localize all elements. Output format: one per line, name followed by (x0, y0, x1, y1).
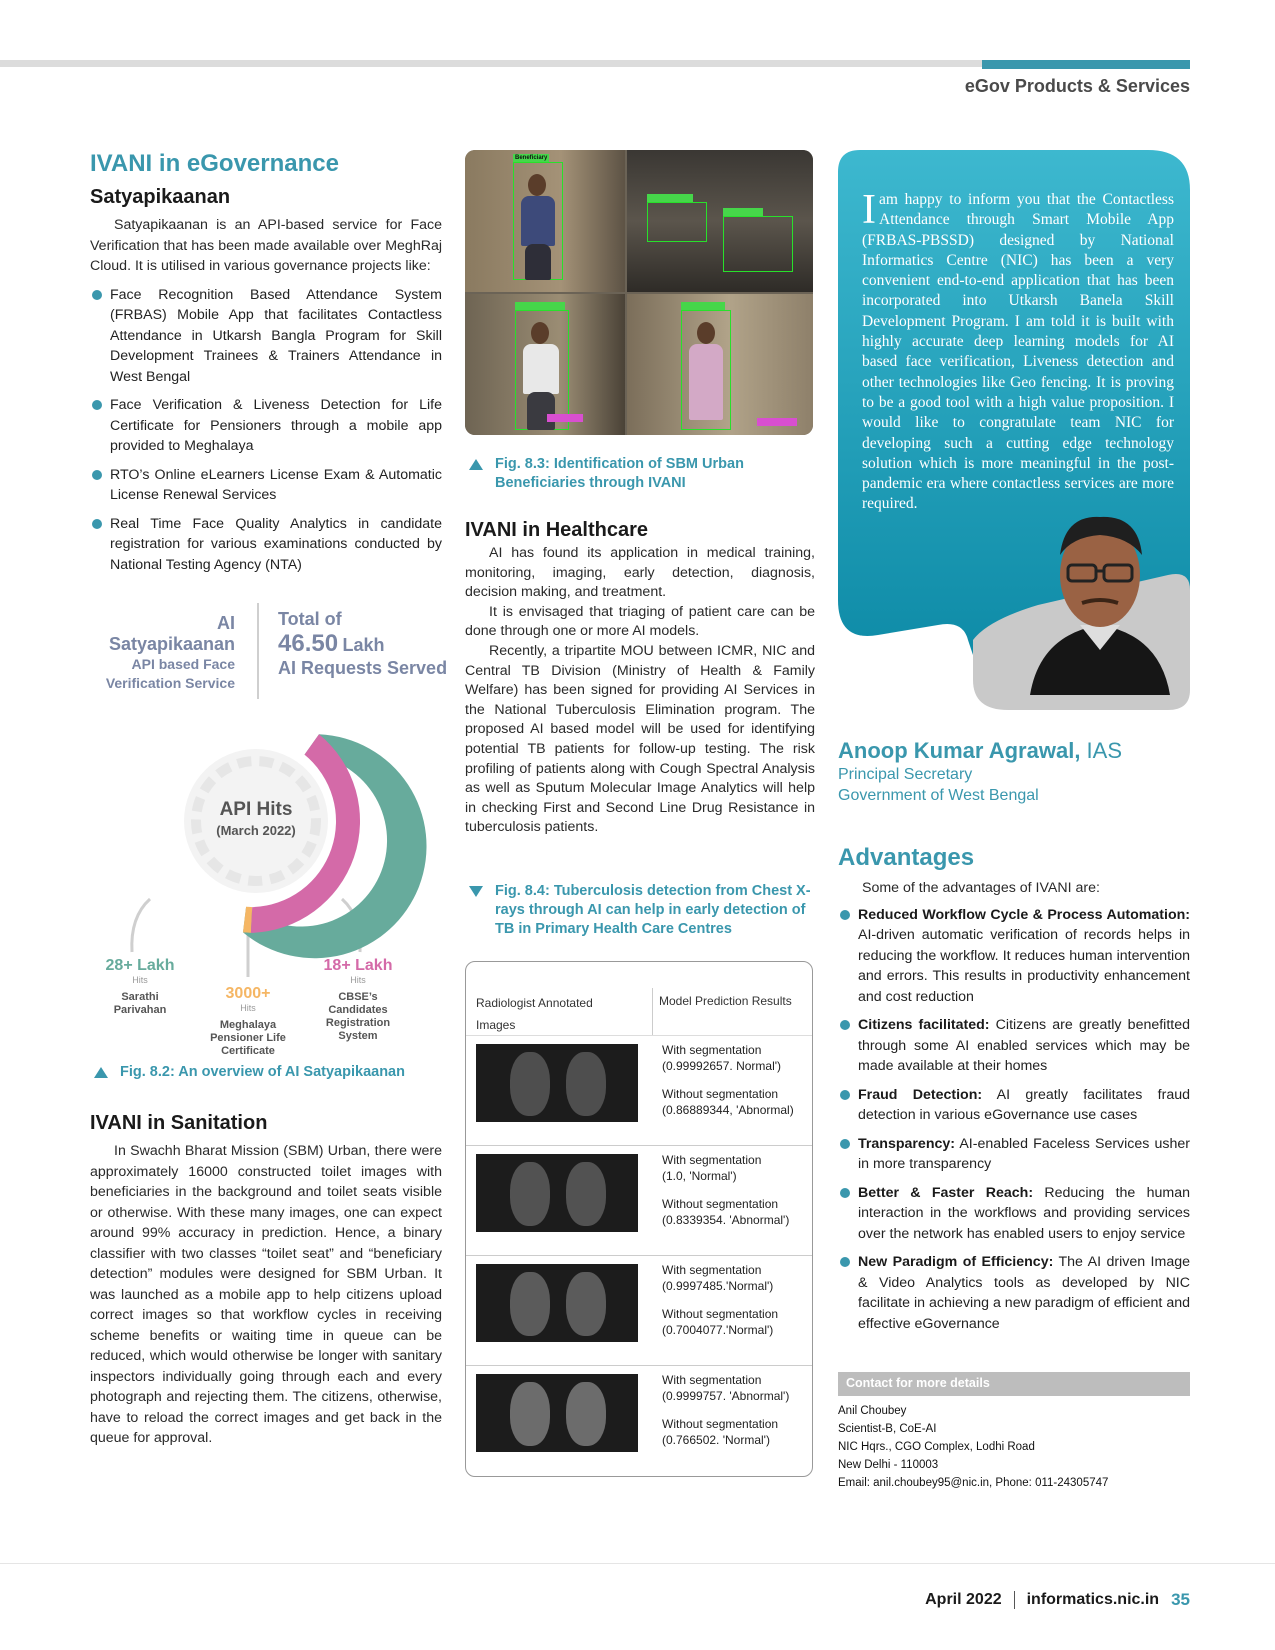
segment-meghalaya (243, 907, 252, 933)
figure-caption-8-2: Fig. 8.2: An overview of AI Satyapikaanan (90, 1063, 442, 1082)
list-item: Citizens facilitated: Citizens are greatly benefitted through some AI enabled services which may be made available at their homes (838, 1015, 1190, 1077)
list-item: Fraud Detection: AI greatly facilitates fraud detection in various eGovernance use cases (838, 1085, 1190, 1126)
donut-center-sub: (March 2022) (216, 823, 296, 838)
drop-cap: I (862, 187, 876, 233)
table-header: Radiologist Annotated Images Model Prediction Results (466, 962, 812, 1036)
list-item: Reduced Workflow Cycle & Process Automation: AI-driven automatic verification of records helps in reducing the workflow. It reduces human intervention and errors. This results in productivity enhancement and cost reduction (838, 905, 1190, 1008)
donut-center (184, 749, 328, 893)
advantages-list (838, 905, 1190, 1335)
subheading-healthcare: IVANI in Healthcare (465, 519, 649, 541)
healthcare-paragraph-3: Recently, a tripartite MOU between ICMR, NIC and Central TB Division (Ministry of Health & Family Welfare) has been signed for providing AI Services in the National Tuberculosis Elimination program. The proposed AI based model will be used for identifying potential TB patients for follow-up testing. The risk profiling of patients along with Cough Spectral Analysis as well as Sputum Molecular Image Analytics will help in checking First and Second Line Drug Resistance in tuberculosis patients. (465, 642, 815, 836)
section-title: IVANI in eGovernance (90, 150, 339, 177)
issue-date: April 2022 (925, 1591, 1002, 1608)
xray-image (476, 1264, 638, 1342)
column-header: Radiologist Annotated (476, 995, 593, 1010)
leader-line-sarathi (132, 899, 150, 952)
list-item: New Paradigm of Efficiency: The AI driven Image & Video Analytics tools as developed by NIC facilitate in achieving a new paradigm of efficient and effective eGovernance (838, 1252, 1190, 1334)
bullet-dot-icon (92, 290, 102, 300)
contact-name: Anil Choubey (838, 1405, 907, 1417)
label-cbse: 18+ Lakh Hits CBSE’s Candidates Registration System (323, 957, 393, 1042)
project-list (90, 285, 442, 576)
table-row: With segmentation (1.0, 'Normal') Without segmentation (0.8339354. 'Abnormal') (466, 1146, 812, 1256)
label-meghalaya: 3000+ Hits Meghalaya Pensioner Life Certificate (210, 985, 286, 1057)
column-header: Model Prediction Results (652, 988, 812, 1035)
list-item: Face Recognition Based Attendance System (FRBAS) Mobile App that facilitates Contactless Attendance in Utkarsh Bangla Program for Skill Development Trainees & Trainers Attendance in West Bengal (90, 285, 442, 388)
bullet-dot-icon (840, 1139, 850, 1149)
bullet-dot-icon (92, 470, 102, 480)
page-number: 35 (1171, 1590, 1190, 1609)
list-item: Real Time Face Quality Analytics in candidate registration for various examinations conducted by National Testing Agency (NTA) (90, 514, 442, 576)
bullet-dot-icon (92, 519, 102, 529)
list-item: Face Verification & Liveness Detection for Life Certificate for Pensioners through a mobile app provided to Meghalaya (90, 395, 442, 457)
footer-separator (1014, 1591, 1015, 1609)
triangle-down-icon (469, 886, 483, 897)
healthcare-paragraph-2: It is envisaged that triaging of patient care can be done through one or more AI models. (465, 603, 815, 640)
list-item: Transparency: AI-enabled Faceless Services usher in more transparency (838, 1134, 1190, 1175)
column-middle (465, 150, 815, 1477)
photo-3 (465, 294, 625, 435)
section-tag: eGov Products & Services (964, 76, 1190, 96)
total-requests-value: 46.50 (278, 630, 339, 657)
figure-caption-8-3: Fig. 8.3: Identification of SBM Urban Beneficiaries through IVANI (465, 455, 815, 493)
advantages-title: Advantages (838, 844, 975, 871)
list-item: Better & Faster Reach: Reducing the human interaction in the workflows and providing services over the network has enabled users to enjoy service (838, 1183, 1190, 1245)
bullet-dot-icon (840, 1257, 850, 1267)
contact-title: Scientist-B, CoE-AI (838, 1423, 937, 1435)
stats-divider (257, 603, 259, 699)
table-row: With segmentation (0.9997485.'Normal') Without segmentation (0.7004077.'Normal') (466, 1256, 812, 1366)
subheading-satyapikaanan: Satyapikaanan (90, 186, 231, 208)
stats-block (90, 603, 448, 699)
contact-address: NIC Hqrs., CGO Complex, Lodhi Road (838, 1441, 1035, 1453)
bullet-dot-icon (840, 910, 850, 920)
advantages-intro: Some of the advantages of IVANI are: (862, 880, 1100, 896)
contact-city: New Delhi - 110003 (838, 1459, 939, 1471)
top-rule-accent (982, 60, 1190, 69)
triangle-up-icon (94, 1067, 108, 1078)
subheading-sanitation: IVANI in Sanitation (90, 1112, 268, 1134)
stats-service: AI Satyapikaanan API based Face Verification Service (105, 613, 235, 691)
contact-details (838, 1402, 1190, 1492)
api-hits-donut (90, 707, 442, 1067)
bullet-dot-icon (92, 400, 102, 410)
person-designation: Principal Secretary (838, 766, 973, 783)
list-item: RTO’s Online eLearners License Exam & Automatic License Renewal Services (90, 465, 442, 506)
bullet-dot-icon (840, 1188, 850, 1198)
sbm-photo-grid (465, 150, 813, 435)
bullet-dot-icon (840, 1090, 850, 1100)
table-row: With segmentation (0.9999757. 'Abnormal') Without segmentation (0.766502. 'Normal') (466, 1366, 812, 1476)
photo-4 (627, 294, 813, 435)
contact-header: Contact for more details (838, 1372, 1190, 1396)
xray-image (476, 1154, 638, 1232)
healthcare-paragraph-1: AI has found its application in medical training, monitoring, imaging, early detection, diagnosis, decision making, and treatment. (465, 545, 815, 601)
person-organisation: Government of West Bengal (838, 787, 1039, 804)
triangle-up-icon (469, 459, 483, 470)
page-footer (925, 1590, 1190, 1610)
table-row: With segmentation (0.99992657. Normal') Without segmentation (0.86889344, 'Abnormal) (466, 1036, 812, 1146)
bullet-dot-icon (840, 1020, 850, 1030)
portrait-image (1010, 495, 1190, 695)
person-name: Anoop Kumar Agrawal, IAS (838, 738, 1123, 763)
xray-results-table (465, 961, 813, 1477)
website: informatics.nic.in (1026, 1591, 1160, 1608)
intro-paragraph: Satyapikaanan is an API-based service for Face Verification that has been made available over MeghRaj Cloud. It is utilised in various governance projects like: (90, 217, 442, 274)
xray-image (476, 1374, 638, 1452)
xray-image (476, 1044, 638, 1122)
contact-email-phone: Email: anil.choubey95@nic.in, Phone: 011-24305747 (838, 1477, 1109, 1489)
testimonial-box (838, 150, 1190, 730)
figure-caption-8-4: Fig. 8.4: Tuberculosis detection from Chest X-rays through AI can help in early detection of TB in Primary Health Care Centres (465, 882, 815, 939)
stats-total: Total of 46.50 Lakh AI Requests Served (278, 609, 448, 678)
photo-1: Beneficiary (465, 150, 625, 292)
photo-2 (627, 150, 813, 292)
sanitation-paragraph: In Swachh Bharat Mission (SBM) Urban, there were approximately 16000 constructed toilet images with beneficiaries in the background and toilet seats visible or otherwise. With these many images, one can expect around 99% accuracy in prediction. Hence, a binary classifier with two classes “toilet seat” and “beneficiary detection” modules were designed for SBM Urban. It was launched as a mobile app to help citizens upload correct images so that workflow cycles in receiving scheme benefits or waiting time in queue can be reduced, which would otherwise be longer with sanitary inspectors individually going through each and every photograph and rejecting them. The citizens, otherwise, have to reload the correct images and get back in the queue for approval. (90, 1143, 442, 1446)
column-left (90, 150, 448, 1449)
column-right (838, 150, 1190, 1492)
footer-rule (0, 1563, 1275, 1564)
testimonial-quote: Iam happy to inform you that the Contactless Attendance through Smart Mobile App (FRBAS-PBSSD) designed by National Informatics Centre (NIC) has been a very convenient end-to-end application that has been incorporated into Utkarsh Banela Skill Development Program. I am told it is built with highly accurate deep learning models for AI based face verification, Liveness detection and other technologies like Geo fencing. It is proving to be a good tool with a high value proposition. I would like to congratulate team NIC for developing such a cutting edge technology solution which is more meaningful in the post-pandemic era where contactless services are more required. (862, 187, 1174, 513)
donut-center-title: API Hits (219, 799, 293, 820)
label-sarathi: 28+ Lakh Hits Sarathi Parivahan (105, 957, 175, 1016)
